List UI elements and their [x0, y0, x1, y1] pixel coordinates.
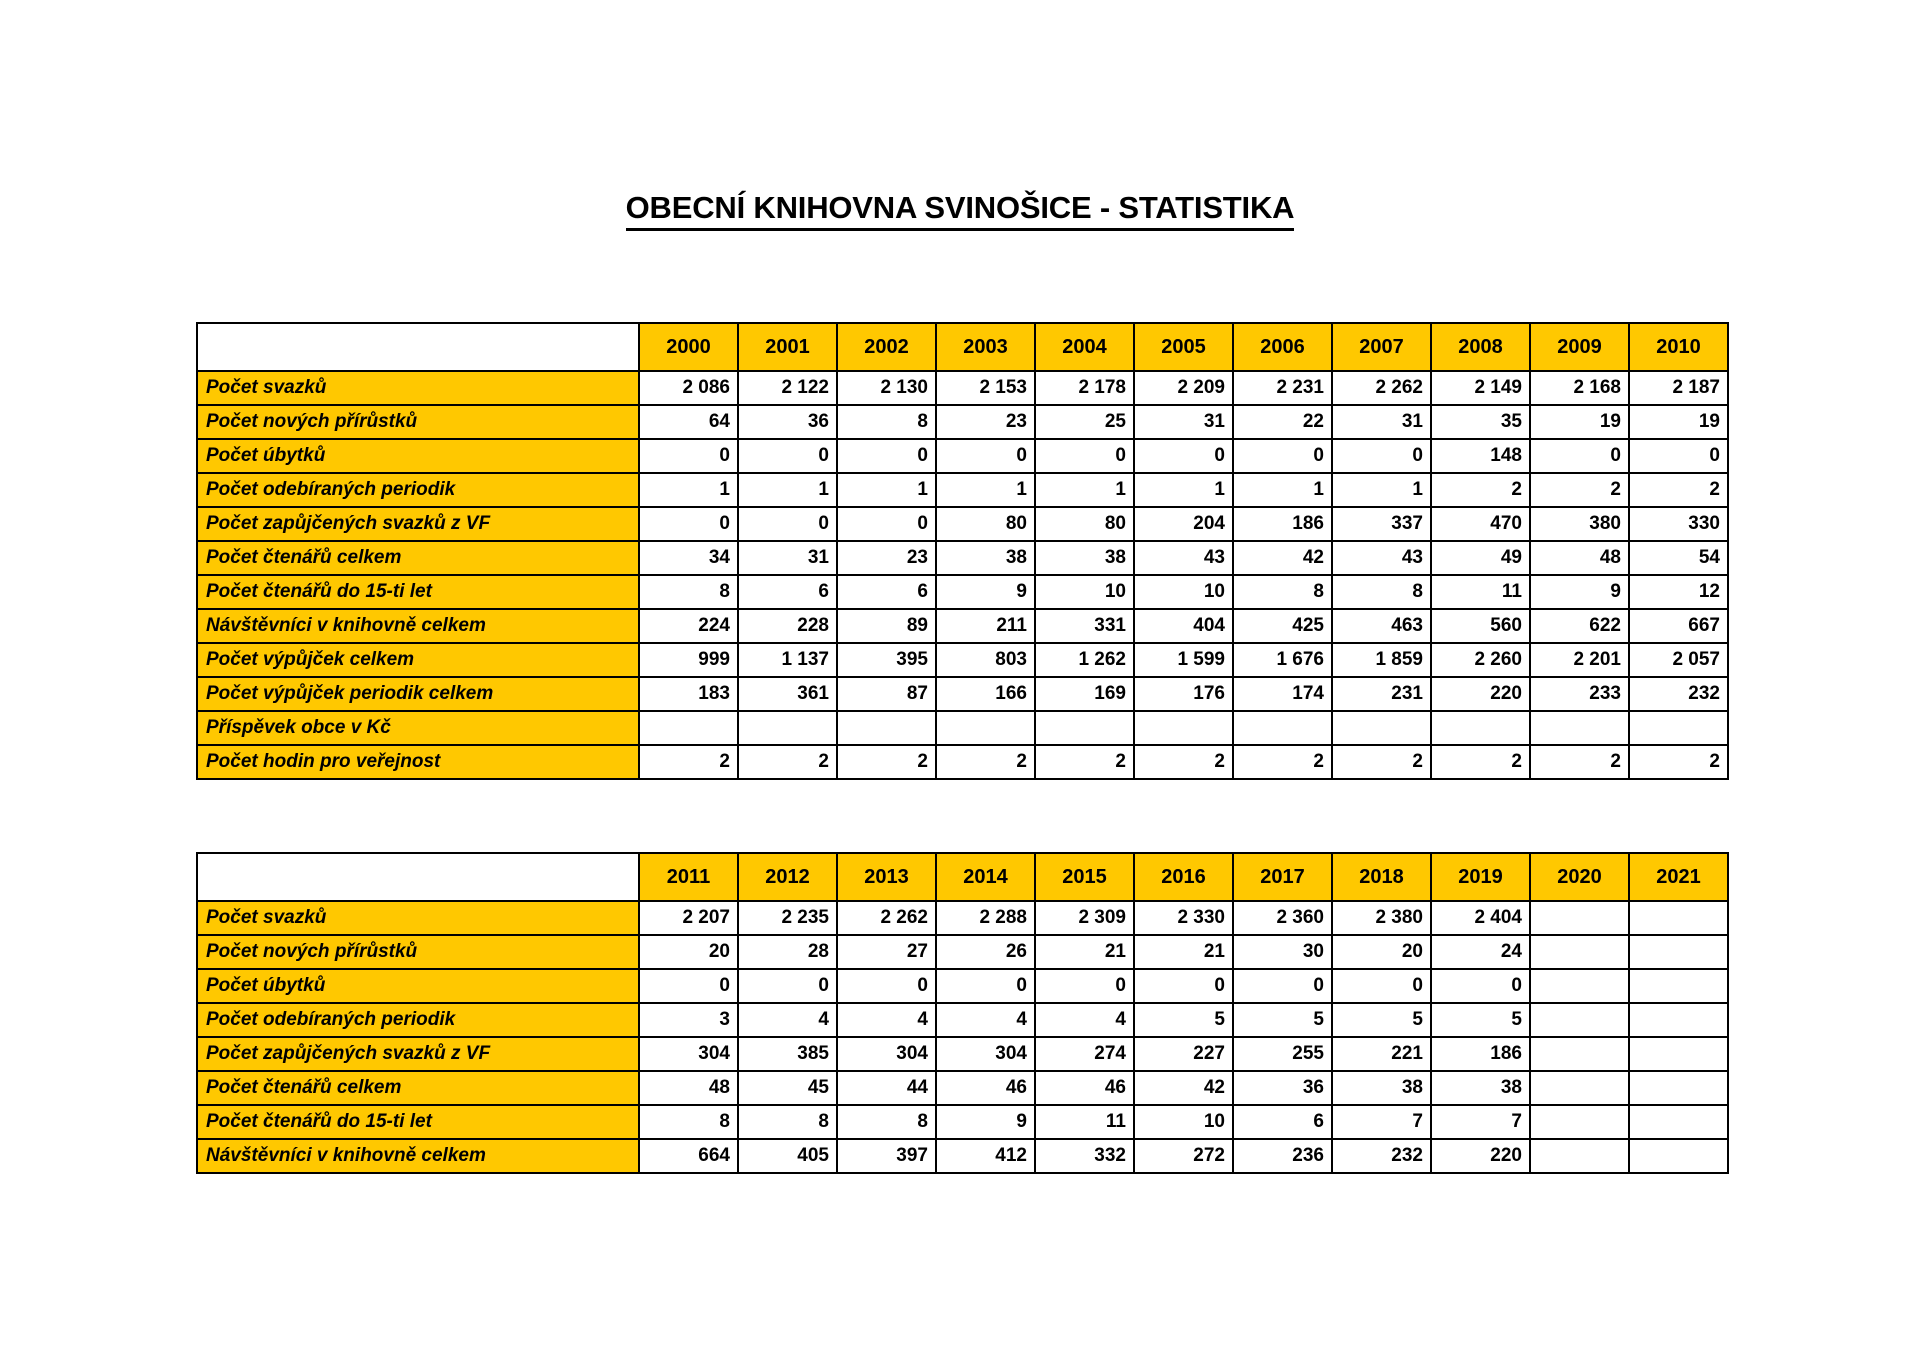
data-cell: 19 [1530, 405, 1629, 439]
data-cell: 23 [936, 405, 1035, 439]
column-header-year-2001: 2001 [738, 323, 837, 371]
data-cell [738, 711, 837, 745]
row-label: Počet čtenářů do 15-ti let [197, 1105, 639, 1139]
column-header-year-2006: 2006 [1233, 323, 1332, 371]
data-cell: 0 [837, 969, 936, 1003]
data-cell: 1 [837, 473, 936, 507]
data-cell: 24 [1431, 935, 1530, 969]
data-cell: 0 [1035, 969, 1134, 1003]
data-cell: 38 [1035, 541, 1134, 575]
column-header-year-2000: 2000 [639, 323, 738, 371]
data-cell: 2 262 [1332, 371, 1431, 405]
data-cell: 0 [639, 969, 738, 1003]
data-cell: 221 [1332, 1037, 1431, 1071]
data-cell: 337 [1332, 507, 1431, 541]
row-label: Počet svazků [197, 901, 639, 935]
data-cell: 6 [837, 575, 936, 609]
data-cell: 31 [738, 541, 837, 575]
data-cell [1530, 1003, 1629, 1037]
data-cell: 232 [1629, 677, 1728, 711]
data-cell: 48 [1530, 541, 1629, 575]
table-row [197, 609, 1728, 643]
data-cell: 0 [738, 507, 837, 541]
table-row [197, 969, 1728, 1003]
data-cell: 0 [1233, 439, 1332, 473]
data-cell: 1 262 [1035, 643, 1134, 677]
data-cell: 560 [1431, 609, 1530, 643]
row-label: Počet čtenářů celkem [197, 541, 639, 575]
table-corner-cell [197, 323, 639, 371]
column-header-year-2012: 2012 [738, 853, 837, 901]
row-label: Návštěvníci v knihovně celkem [197, 1139, 639, 1173]
data-cell: 2 [1134, 745, 1233, 779]
data-cell: 10 [1134, 575, 1233, 609]
data-cell: 3 [639, 1003, 738, 1037]
data-cell: 2 209 [1134, 371, 1233, 405]
row-label: Počet zapůjčených svazků z VF [197, 1037, 639, 1071]
data-cell: 45 [738, 1071, 837, 1105]
data-cell: 2 207 [639, 901, 738, 935]
page-title-container [0, 190, 1920, 231]
data-cell: 0 [1629, 439, 1728, 473]
data-cell: 1 [639, 473, 738, 507]
data-cell: 4 [1035, 1003, 1134, 1037]
data-cell: 1 599 [1134, 643, 1233, 677]
column-header-year-2021: 2021 [1629, 853, 1728, 901]
data-cell [1035, 711, 1134, 745]
data-cell: 38 [1332, 1071, 1431, 1105]
data-cell [1134, 711, 1233, 745]
row-label: Počet zapůjčených svazků z VF [197, 507, 639, 541]
data-cell: 35 [1431, 405, 1530, 439]
data-cell: 26 [936, 935, 1035, 969]
data-cell: 2 130 [837, 371, 936, 405]
data-cell: 361 [738, 677, 837, 711]
data-cell: 38 [936, 541, 1035, 575]
column-header-year-2017: 2017 [1233, 853, 1332, 901]
data-cell: 21 [1035, 935, 1134, 969]
data-cell: 8 [837, 405, 936, 439]
data-cell: 2 168 [1530, 371, 1629, 405]
table-row [197, 439, 1728, 473]
data-cell: 255 [1233, 1037, 1332, 1071]
data-cell: 2 178 [1035, 371, 1134, 405]
data-cell [1530, 1071, 1629, 1105]
column-header-year-2016: 2016 [1134, 853, 1233, 901]
row-label: Počet hodin pro veřejnost [197, 745, 639, 779]
row-label: Počet úbytků [197, 969, 639, 1003]
table-row [197, 1003, 1728, 1037]
column-header-year-2014: 2014 [936, 853, 1035, 901]
data-cell: 8 [1233, 575, 1332, 609]
data-cell: 0 [639, 439, 738, 473]
data-cell: 227 [1134, 1037, 1233, 1071]
data-cell: 304 [936, 1037, 1035, 1071]
row-label: Počet výpůjček periodik celkem [197, 677, 639, 711]
data-cell: 34 [639, 541, 738, 575]
data-cell: 46 [1035, 1071, 1134, 1105]
data-cell: 0 [837, 507, 936, 541]
data-cell: 231 [1332, 677, 1431, 711]
table-row [197, 1071, 1728, 1105]
data-cell: 12 [1629, 575, 1728, 609]
data-cell: 2 360 [1233, 901, 1332, 935]
data-cell [1629, 935, 1728, 969]
data-cell: 2 262 [837, 901, 936, 935]
data-cell [1629, 901, 1728, 935]
data-cell: 2 [936, 745, 1035, 779]
data-cell: 2 309 [1035, 901, 1134, 935]
data-cell: 6 [738, 575, 837, 609]
data-cell: 0 [837, 439, 936, 473]
data-cell: 2 [1530, 473, 1629, 507]
data-cell: 89 [837, 609, 936, 643]
row-label: Příspěvek obce v Kč [197, 711, 639, 745]
data-cell: 2 [1431, 745, 1530, 779]
data-cell: 11 [1431, 575, 1530, 609]
data-cell: 397 [837, 1139, 936, 1173]
data-cell: 186 [1233, 507, 1332, 541]
table-row [197, 1105, 1728, 1139]
statistics-table-2000-2010 [196, 322, 1729, 780]
column-header-year-2018: 2018 [1332, 853, 1431, 901]
data-cell: 272 [1134, 1139, 1233, 1173]
table-row [197, 507, 1728, 541]
data-cell: 2 187 [1629, 371, 1728, 405]
data-cell: 28 [738, 935, 837, 969]
table-row [197, 711, 1728, 745]
row-label: Počet výpůjček celkem [197, 643, 639, 677]
data-cell: 211 [936, 609, 1035, 643]
data-cell [1629, 1105, 1728, 1139]
data-cell: 22 [1233, 405, 1332, 439]
data-cell: 0 [1332, 439, 1431, 473]
data-cell: 9 [936, 1105, 1035, 1139]
data-cell: 1 [936, 473, 1035, 507]
data-cell: 10 [1035, 575, 1134, 609]
column-header-year-2010: 2010 [1629, 323, 1728, 371]
data-cell: 1 [738, 473, 837, 507]
data-cell: 27 [837, 935, 936, 969]
data-cell [1629, 711, 1728, 745]
data-cell: 87 [837, 677, 936, 711]
data-cell: 304 [639, 1037, 738, 1071]
data-cell: 1 [1233, 473, 1332, 507]
data-cell [936, 711, 1035, 745]
data-cell: 148 [1431, 439, 1530, 473]
data-cell: 2 [1629, 745, 1728, 779]
data-cell: 31 [1332, 405, 1431, 439]
data-cell: 1 [1035, 473, 1134, 507]
data-cell: 2 057 [1629, 643, 1728, 677]
data-cell: 332 [1035, 1139, 1134, 1173]
data-cell [1530, 901, 1629, 935]
data-cell: 2 [1629, 473, 1728, 507]
data-cell: 48 [639, 1071, 738, 1105]
data-cell: 664 [639, 1139, 738, 1173]
row-label: Počet nových přírůstků [197, 935, 639, 969]
data-cell: 2 288 [936, 901, 1035, 935]
data-cell: 404 [1134, 609, 1233, 643]
data-cell: 412 [936, 1139, 1035, 1173]
data-cell: 2 153 [936, 371, 1035, 405]
data-cell: 8 [639, 1105, 738, 1139]
data-cell: 2 330 [1134, 901, 1233, 935]
data-cell: 0 [1530, 439, 1629, 473]
data-cell [1431, 711, 1530, 745]
data-cell [1629, 1003, 1728, 1037]
row-label: Počet čtenářů celkem [197, 1071, 639, 1105]
row-label: Počet úbytků [197, 439, 639, 473]
data-cell [1629, 969, 1728, 1003]
data-cell: 176 [1134, 677, 1233, 711]
data-cell: 49 [1431, 541, 1530, 575]
data-cell: 30 [1233, 935, 1332, 969]
data-cell: 43 [1134, 541, 1233, 575]
data-cell: 80 [1035, 507, 1134, 541]
data-cell: 166 [936, 677, 1035, 711]
data-cell [1530, 969, 1629, 1003]
column-header-year-2019: 2019 [1431, 853, 1530, 901]
data-cell: 5 [1233, 1003, 1332, 1037]
column-header-year-2011: 2011 [639, 853, 738, 901]
data-cell: 2 [738, 745, 837, 779]
data-cell: 7 [1431, 1105, 1530, 1139]
data-cell: 8 [738, 1105, 837, 1139]
column-header-year-2005: 2005 [1134, 323, 1233, 371]
data-cell: 2 [1530, 745, 1629, 779]
data-cell: 233 [1530, 677, 1629, 711]
data-cell [1530, 1037, 1629, 1071]
table-row [197, 643, 1728, 677]
row-label: Počet odebíraných periodik [197, 1003, 639, 1037]
data-cell: 232 [1332, 1139, 1431, 1173]
data-cell: 19 [1629, 405, 1728, 439]
data-cell [1530, 935, 1629, 969]
data-cell: 4 [738, 1003, 837, 1037]
data-cell: 2 [1332, 745, 1431, 779]
column-header-year-2003: 2003 [936, 323, 1035, 371]
data-cell: 1 676 [1233, 643, 1332, 677]
data-cell [1629, 1071, 1728, 1105]
data-cell: 2 231 [1233, 371, 1332, 405]
data-cell: 20 [1332, 935, 1431, 969]
statistics-table-2011-2021 [196, 852, 1729, 1174]
data-cell: 220 [1431, 1139, 1530, 1173]
data-cell: 23 [837, 541, 936, 575]
data-cell [1629, 1037, 1728, 1071]
table-row [197, 371, 1728, 405]
data-cell: 1 137 [738, 643, 837, 677]
data-cell: 21 [1134, 935, 1233, 969]
data-cell: 220 [1431, 677, 1530, 711]
data-cell: 274 [1035, 1037, 1134, 1071]
column-header-year-2007: 2007 [1332, 323, 1431, 371]
data-cell: 0 [1431, 969, 1530, 1003]
data-cell: 330 [1629, 507, 1728, 541]
data-cell: 331 [1035, 609, 1134, 643]
data-cell: 31 [1134, 405, 1233, 439]
data-cell: 0 [936, 969, 1035, 1003]
data-cell: 8 [837, 1105, 936, 1139]
data-cell: 36 [738, 405, 837, 439]
data-cell: 463 [1332, 609, 1431, 643]
data-cell: 0 [936, 439, 1035, 473]
table-row [197, 473, 1728, 507]
data-cell: 7 [1332, 1105, 1431, 1139]
data-cell: 44 [837, 1071, 936, 1105]
data-cell: 228 [738, 609, 837, 643]
data-cell: 80 [936, 507, 1035, 541]
data-cell: 2 [837, 745, 936, 779]
data-cell: 204 [1134, 507, 1233, 541]
row-label: Počet čtenářů do 15-ti let [197, 575, 639, 609]
data-cell: 236 [1233, 1139, 1332, 1173]
data-cell: 2 149 [1431, 371, 1530, 405]
data-cell: 9 [936, 575, 1035, 609]
data-cell: 5 [1431, 1003, 1530, 1037]
data-cell: 0 [1035, 439, 1134, 473]
data-cell: 999 [639, 643, 738, 677]
data-cell: 0 [1134, 969, 1233, 1003]
data-cell: 0 [1134, 439, 1233, 473]
row-label: Návštěvníci v knihovně celkem [197, 609, 639, 643]
data-cell: 385 [738, 1037, 837, 1071]
data-cell: 304 [837, 1037, 936, 1071]
data-cell: 803 [936, 643, 1035, 677]
row-label: Počet odebíraných periodik [197, 473, 639, 507]
data-cell: 6 [1233, 1105, 1332, 1139]
table-corner-cell [197, 853, 639, 901]
data-cell: 36 [1233, 1071, 1332, 1105]
data-cell: 2 201 [1530, 643, 1629, 677]
column-header-year-2009: 2009 [1530, 323, 1629, 371]
data-cell: 0 [1233, 969, 1332, 1003]
data-cell [639, 711, 738, 745]
data-cell: 43 [1332, 541, 1431, 575]
table-row [197, 901, 1728, 935]
data-cell: 4 [837, 1003, 936, 1037]
data-cell: 224 [639, 609, 738, 643]
data-cell: 1 859 [1332, 643, 1431, 677]
data-cell: 425 [1233, 609, 1332, 643]
data-cell: 380 [1530, 507, 1629, 541]
data-cell: 2 [639, 745, 738, 779]
data-cell: 667 [1629, 609, 1728, 643]
column-header-year-2013: 2013 [837, 853, 936, 901]
data-cell: 54 [1629, 541, 1728, 575]
data-cell: 64 [639, 405, 738, 439]
data-cell: 10 [1134, 1105, 1233, 1139]
data-cell: 38 [1431, 1071, 1530, 1105]
column-header-year-2004: 2004 [1035, 323, 1134, 371]
column-header-year-2008: 2008 [1431, 323, 1530, 371]
data-cell: 11 [1035, 1105, 1134, 1139]
data-cell: 4 [936, 1003, 1035, 1037]
table-row [197, 677, 1728, 711]
table-row [197, 541, 1728, 575]
column-header-year-2015: 2015 [1035, 853, 1134, 901]
data-cell [1233, 711, 1332, 745]
row-label: Počet svazků [197, 371, 639, 405]
data-cell: 186 [1431, 1037, 1530, 1071]
data-cell: 622 [1530, 609, 1629, 643]
column-header-year-2002: 2002 [837, 323, 936, 371]
data-cell: 46 [936, 1071, 1035, 1105]
data-cell: 20 [639, 935, 738, 969]
data-cell: 169 [1035, 677, 1134, 711]
data-cell [1629, 1139, 1728, 1173]
table-row [197, 1139, 1728, 1173]
data-cell: 0 [639, 507, 738, 541]
data-cell: 2 235 [738, 901, 837, 935]
data-cell: 1 [1332, 473, 1431, 507]
data-cell: 42 [1134, 1071, 1233, 1105]
data-cell: 2 [1233, 745, 1332, 779]
data-cell: 1 [1134, 473, 1233, 507]
data-cell: 0 [738, 969, 837, 1003]
data-cell: 2 086 [639, 371, 738, 405]
column-header-year-2020: 2020 [1530, 853, 1629, 901]
data-cell: 25 [1035, 405, 1134, 439]
data-cell [1530, 711, 1629, 745]
data-cell: 405 [738, 1139, 837, 1173]
data-cell [1530, 1105, 1629, 1139]
data-cell: 9 [1530, 575, 1629, 609]
data-cell [1332, 711, 1431, 745]
data-cell: 470 [1431, 507, 1530, 541]
table-row [197, 405, 1728, 439]
data-cell: 2 [1431, 473, 1530, 507]
table-row [197, 745, 1728, 779]
data-cell: 2 260 [1431, 643, 1530, 677]
data-cell: 0 [738, 439, 837, 473]
data-cell: 2 404 [1431, 901, 1530, 935]
data-cell: 8 [639, 575, 738, 609]
data-cell: 183 [639, 677, 738, 711]
data-cell: 5 [1134, 1003, 1233, 1037]
data-cell: 0 [1332, 969, 1431, 1003]
table-header-row [197, 853, 1728, 901]
table-row [197, 935, 1728, 969]
data-cell [837, 711, 936, 745]
data-cell: 2 380 [1332, 901, 1431, 935]
page-title: OBECNÍ KNIHOVNA SVINOŠICE - STATISTIKA [626, 190, 1295, 231]
table-header-row [197, 323, 1728, 371]
data-cell: 2 122 [738, 371, 837, 405]
row-label: Počet nových přírůstků [197, 405, 639, 439]
data-cell [1530, 1139, 1629, 1173]
data-cell: 8 [1332, 575, 1431, 609]
table-row [197, 575, 1728, 609]
data-cell: 5 [1332, 1003, 1431, 1037]
data-cell: 174 [1233, 677, 1332, 711]
table-row [197, 1037, 1728, 1071]
data-cell: 2 [1035, 745, 1134, 779]
data-cell: 395 [837, 643, 936, 677]
data-cell: 42 [1233, 541, 1332, 575]
